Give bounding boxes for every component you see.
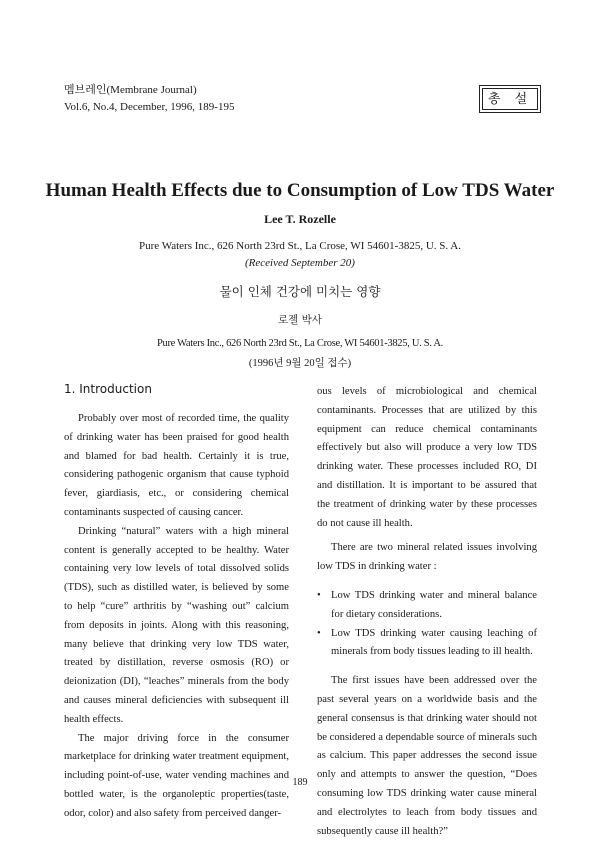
right-column [317,383,537,841]
journal-name: 멤브레인(Membrane Journal) [64,84,197,96]
korean-author: 로젤 박사 [278,314,322,326]
page-number: 189 [292,777,308,788]
korean-affiliation: Pure Waters Inc., 626 North 23rd St., La Crose, WI 54601-3825, U. S. A. [156,338,443,349]
issue-list [317,587,537,662]
received-date: (Received September 20) [245,257,355,269]
journal-citation: Vol.6, No.4, December, 1996, 189-195 [64,101,235,113]
korean-received-date: (1996년 9월 20일 접수) [248,358,352,369]
article-type-badge: 총 설 [482,88,538,110]
paragraph: The major driving force in the consumer marketplace for drinking water treatment equipment, including point-of-use, water vending machines and bottled water, is the organoleptic properties(taste, odor, color) and also safety from perceived danger- [64,732,289,819]
korean-title: 물이 인체 건강에 미치는 영향 [219,284,381,299]
paragraph: There are two mineral related issues involving low TDS in drinking water : [317,542,537,573]
section-heading-introduction: 1. Introduction [64,382,152,396]
author-name: Lee T. Rozelle [264,212,336,226]
paragraph-continuation: ous levels of microbiological and chemical contaminants. Processes that are utilized by this equipment can reduce chemical contaminants effectively but also will produce a very low TDS drinking water. These processes included RO, DI and distillation. It is important to be assured that the treatment of drinking water by these processes do not cause ill health. [317,386,537,529]
author-affiliation: Pure Waters Inc., 626 North 23rd St., La Crose, WI 54601-3825, U. S. A. [139,240,461,252]
list-item: • Low TDS drinking water and mineral balance for dietary considerations. [317,587,537,625]
paragraph: Drinking “natural” waters with a high mineral content is generally accepted to be healthy. Water containing very low levels of total dissolved solids (TDS), such as distilled water, is believed by some to help “cure” arthritis by “washing out” calcium from deposits in joints. Along with this reasoning, many believe that drinking very low TDS water, treated by distillation, reverse osmosis (RO) or deionization (DI), “leaches” minerals from the body and causes mineral deficiencies with subsequent ill health effects. [64,525,289,725]
journal-header [64,82,234,116]
list-item: • Low TDS drinking water causing leaching of minerals from body tissues leading to ill health. [317,625,537,663]
paragraph: The first issues have been addressed over the past several years on a worldwide basis and the general consensus is that drinking water should not be considered a dependable source of minerals such as calcium. This paper addresses the second issue only and attempts to answer the question, “Does consuming low TDS drinking water cause mineral and electrolytes to leach from body tissues and subsequently cause ill health?” [317,675,537,837]
left-column [64,410,289,824]
paper-title: Human Health Effects due to Consumption of Low TDS Water [45,180,555,201]
paragraph: Probably over most of recorded time, the quality of drinking water has been praised for good health and blamed for bad health. Certainly it is true, considering pathogenic organism that cause typhoid fever, giardiasis, etc., or considering chemical contaminants suspected of causing cancer. [64,413,289,518]
